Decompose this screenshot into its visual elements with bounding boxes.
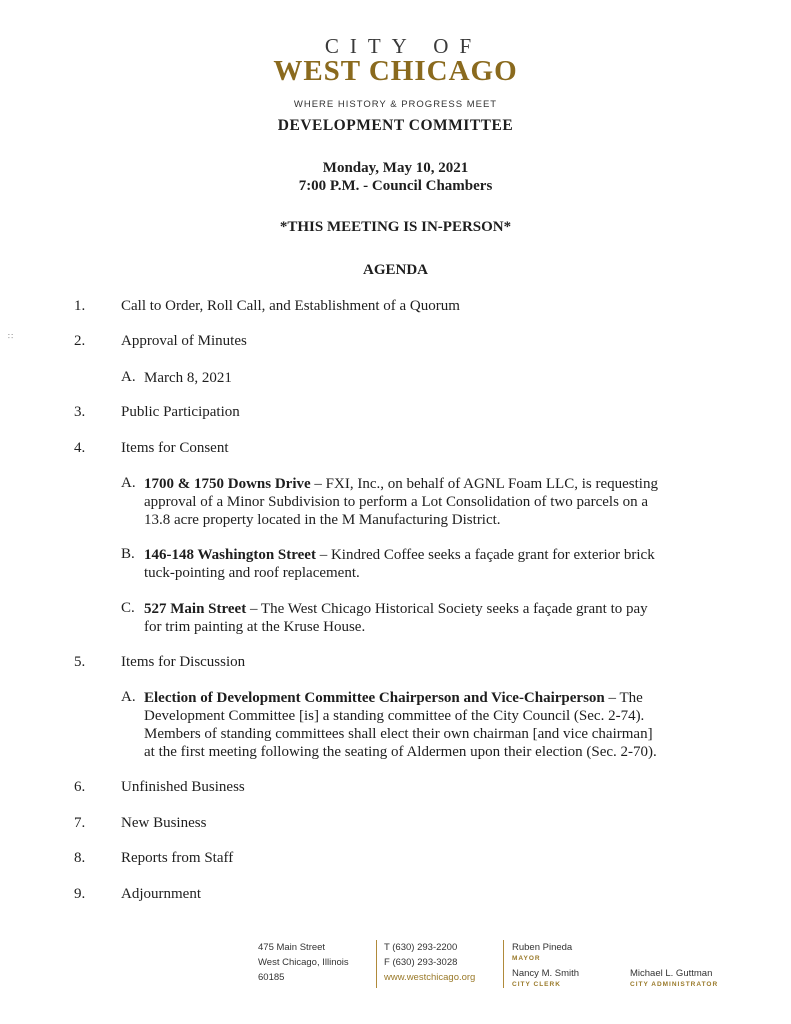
consent-item-a-title: 1700 & 1750 Downs Drive: [144, 476, 311, 492]
footer-mayor: [512, 940, 572, 963]
agenda-item-number: 4.: [74, 440, 86, 456]
consent-item-a-line2: approval of a Minor Subdivision to perform a Lot Consolidation of two parcels on a: [144, 494, 649, 510]
agenda-item-text: Call to Order, Roll Call, and Establishment of a Quorum: [121, 298, 460, 314]
footer-address: [258, 940, 349, 985]
consent-item-b-line1: – Kindred Coffee seeks a façade grant for exterior brick: [315, 547, 655, 563]
footer-administrator: [630, 966, 718, 989]
scan-dot-icon: ∷: [8, 332, 14, 341]
agenda-item-text: Public Participation: [121, 404, 240, 420]
meeting-date: Monday, May 10, 2021: [322, 160, 469, 176]
website-link[interactable]: www.westchicago.org: [384, 972, 476, 983]
discussion-item-a-title: Election of Development Committee Chairperson and Vice-Chairperson: [144, 690, 605, 706]
address-city: West Chicago, Illinois: [258, 957, 349, 968]
footer-contact: [384, 940, 475, 985]
sub-item-text: March 8, 2021: [144, 370, 232, 386]
agenda-item-text: Items for Discussion: [121, 654, 246, 670]
tagline: WHERE HISTORY & PROGRESS MEET: [293, 99, 498, 110]
mayor-title: MAYOR: [512, 955, 541, 962]
discussion-item-a-line2: Development Committee [is] a standing committee of the City Council (Sec. 2-74).: [144, 708, 645, 724]
meeting-time-location: 7:00 P.M. - Council Chambers: [298, 178, 493, 194]
discussion-item-a: [144, 689, 724, 761]
sub-item-letter: A.: [121, 689, 136, 705]
agenda-item-number: 3.: [74, 404, 86, 420]
footer-divider: [503, 940, 504, 988]
agenda-item-text: Reports from Staff: [121, 850, 234, 866]
agenda-item-number: 7.: [74, 815, 86, 831]
meeting-notice: *THIS MEETING IS IN-PERSON*: [279, 219, 512, 235]
fax-number: F (630) 293-3028: [384, 957, 458, 968]
mayor-name: Ruben Pineda: [512, 942, 573, 953]
agenda-item-text: Approval of Minutes: [121, 333, 247, 349]
footer-clerk: [512, 966, 579, 989]
consent-item-a: [144, 475, 724, 529]
consent-item-b-title: 146-148 Washington Street: [144, 547, 316, 563]
agenda-item-number: 9.: [74, 886, 86, 902]
administrator-name: Michael L. Guttman: [630, 968, 713, 979]
sub-item-letter: A.: [121, 475, 136, 491]
footer-divider: [376, 940, 377, 988]
address-zip: 60185: [258, 972, 285, 983]
sub-item-letter: A.: [121, 369, 136, 385]
consent-item-c-title: 527 Main Street: [144, 601, 247, 617]
committee-title: DEVELOPMENT COMMITTEE: [277, 117, 514, 134]
clerk-title: CITY CLERK: [512, 981, 561, 988]
agenda-item-text: Unfinished Business: [121, 779, 245, 795]
sub-item-letter: C.: [121, 600, 135, 616]
administrator-title: CITY ADMINISTRATOR: [630, 981, 719, 988]
phone-number: T (630) 293-2200: [384, 942, 458, 953]
consent-item-c-line2: for trim painting at the Kruse House.: [144, 619, 366, 635]
agenda-item-number: 2.: [74, 333, 86, 349]
discussion-item-a-line4: at the first meeting following the seating of Aldermen upon their election (Sec. 2-70).: [144, 744, 657, 760]
clerk-name: Nancy M. Smith: [512, 968, 580, 979]
address-street: 475 Main Street: [258, 942, 326, 953]
logo-city-of: CITY OF: [324, 34, 483, 58]
consent-item-c-line1: – The West Chicago Historical Society seeks a façade grant to pay: [246, 601, 648, 617]
discussion-item-a-line1: – The: [604, 690, 643, 706]
agenda-title: AGENDA: [362, 262, 428, 278]
discussion-item-a-line3: Members of standing committees shall elect their own chairman [and vice chairman]: [144, 726, 653, 742]
consent-item-a-line3: 13.8 acre property located in the M Manufacturing District.: [144, 512, 501, 528]
sub-item-letter: B.: [121, 546, 135, 562]
agenda-item-number: 8.: [74, 850, 86, 866]
logo-city-name: WEST CHICAGO: [273, 55, 518, 87]
agenda-item-text: Items for Consent: [121, 440, 229, 456]
consent-item-b: [144, 546, 724, 582]
agenda-item-number: 5.: [74, 654, 86, 670]
consent-item-b-line2: tuck-pointing and roof replacement.: [144, 565, 360, 581]
agenda-item-text: New Business: [121, 815, 207, 831]
agenda-item-number: 1.: [74, 298, 86, 314]
consent-item-c: [144, 600, 724, 636]
agenda-item-text: Adjournment: [121, 886, 201, 902]
agenda-item-number: 6.: [74, 779, 86, 795]
consent-item-a-line1: – FXI, Inc., on behalf of AGNL Foam LLC, is requesting: [310, 476, 658, 492]
